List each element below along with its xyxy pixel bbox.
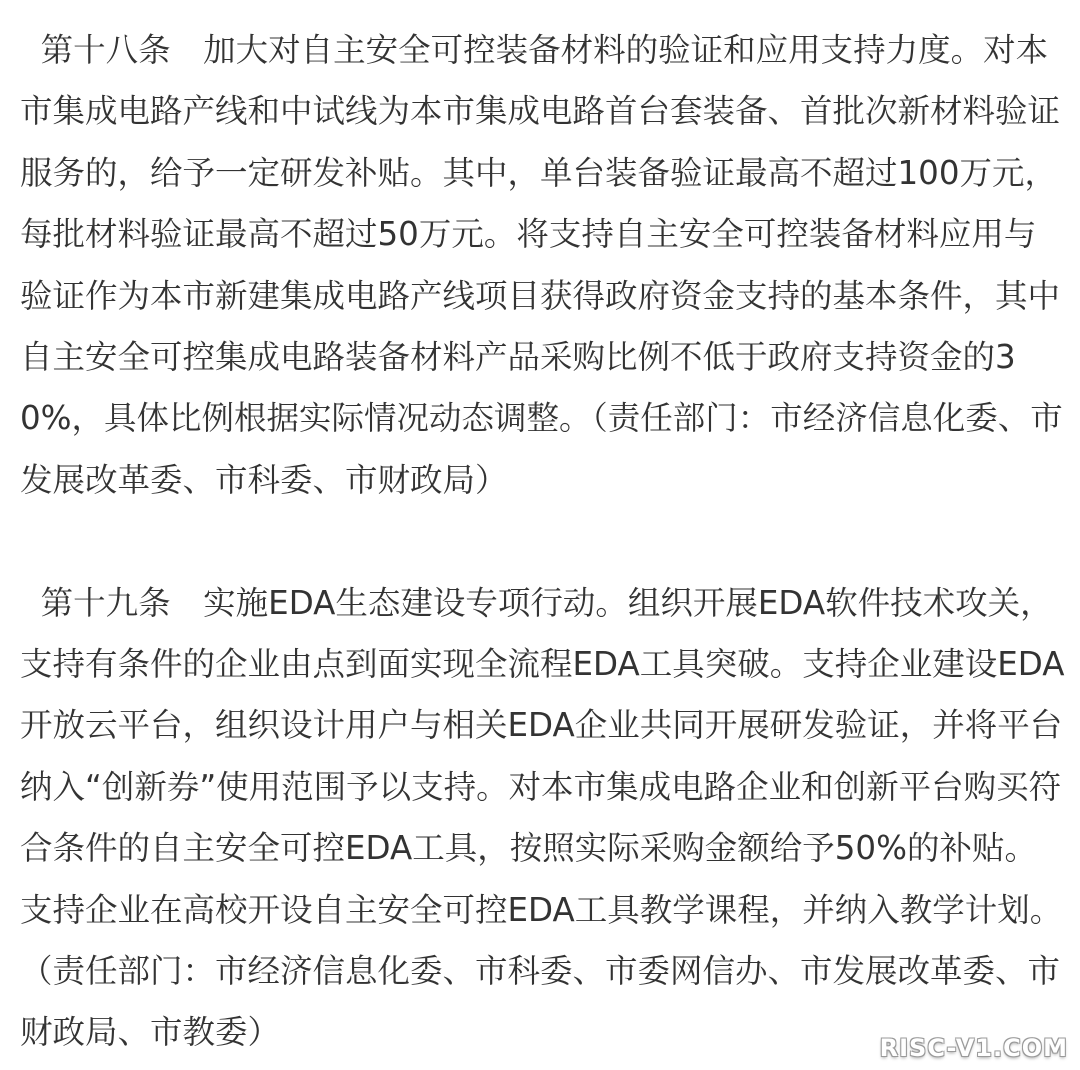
article-body bbox=[20, 20, 1065, 1064]
article-18-paragraph: 第十八条 加大对自主安全可控装备材料的验证和应用支持力度。对本市集成电路产线和中试线为本市集成电路首台套装备、首批次新材料验证服务的，给予一定研发补贴。其中，单台装备验证最高不超过100万元，每批材料验证最高不超过50万元。将支持自主安全可控装备材料应用与验证作为本市新建集成电路产线项目获得政府资金支持的基本条件，其中自主安全可控集成电路装备材料产品采购比例不低于政府支持资金的30%，具体比例根据实际情况动态调整。（责任部门：市经济信息化委、市发展改革委、市科委、市财政局） bbox=[20, 31, 1063, 499]
site-watermark: RISC-V1.COM bbox=[879, 1034, 1068, 1062]
article-19-paragraph: 第十九条 实施EDA生态建设专项行动。组织开展EDA软件技术攻关，支持有条件的企业由点到面实现全流程EDA工具突破。支持企业建设EDA开放云平台，组织设计用户与相关EDA企业共同开展研发验证，并将平台纳入“创新券”使用范围予以支持。对本市集成电路企业和创新平台购买符合条件的自主安全可控EDA工具，按照实际采购金额给予50%的补贴。支持企业在高校开设自主安全可控EDA工具教学课程，并纳入教学计划。（责任部门：市经济信息化委、市科委、市委网信办、市发展改革委、市财政局、市教委） bbox=[20, 583, 1065, 1052]
